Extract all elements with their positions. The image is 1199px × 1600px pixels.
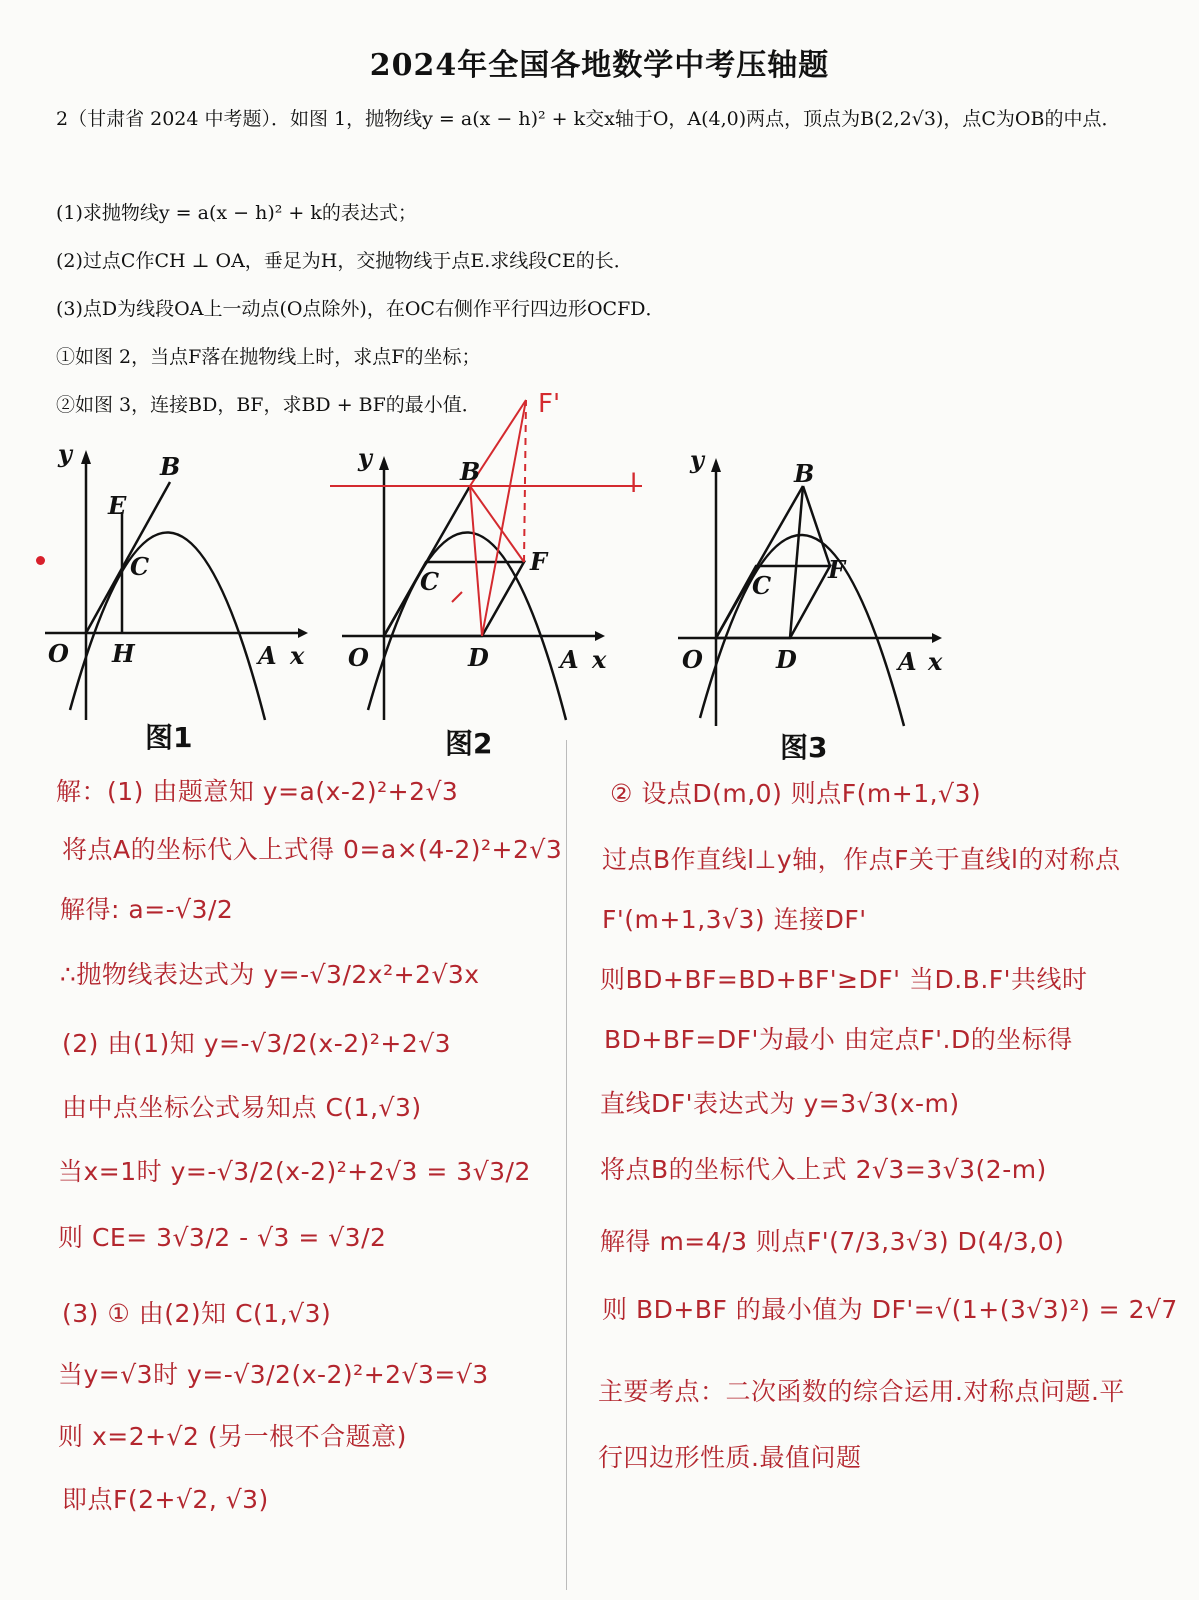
x-axis-arrow-icon (595, 631, 605, 641)
page-title: 2024年全国各地数学中考压轴题 (369, 48, 830, 83)
x-axis-arrow-icon (298, 628, 308, 638)
label-c: C (130, 552, 150, 581)
y-axis-arrow-icon (81, 450, 91, 464)
solution-right-line-9: 则 BD+BF 的最小值为 DF'=√(1+(3√3)²) = 2√7 (602, 1295, 1178, 1324)
solution-left-line-7: 当x=1时 y=-√3/2(x-2)²+2√3 = 3√3/2 (58, 1157, 531, 1186)
label-a: A (560, 645, 579, 674)
solution-left-line-5: (2) 由(1)知 y=-√3/2(x-2)²+2√3 (62, 1029, 452, 1058)
label-x: x (592, 645, 607, 674)
label-b: B (460, 457, 481, 486)
label-f: F (530, 547, 548, 576)
solution-left-line-12: 即点F(2+√2, √3) (62, 1485, 269, 1514)
solution-right-line-3: F'(m+1,3√3) 连接DF' (602, 905, 867, 934)
solution-right-line-11: 行四边形性质.最值问题 (598, 1443, 862, 1472)
label-o: O (48, 639, 69, 668)
figure-3 (670, 440, 960, 740)
question-3-2: ②如图 3，连接BD，BF，求BD + BF的最小值． (56, 394, 481, 416)
solution-right-line-2: 过点B作直线l⊥y轴，作点F关于直线l的对称点 (602, 845, 1121, 874)
segment-ob (86, 482, 170, 633)
segment-ff-prime (524, 400, 526, 562)
problem-intro: 2（甘肃省 2024 中考题）．如图 1，抛物线y = a(x − h)² + k交x轴于O，A(4,0)两点，顶点为B(2,2√3)，点C为OB的中点． (56, 108, 1121, 130)
solution-right-line-4: 则BD+BF=BD+BF'≥DF' 当D.B.F'共线时 (600, 965, 1088, 994)
parallelogram-ocfd (716, 566, 830, 638)
label-h: H (112, 639, 135, 668)
parabola (700, 535, 904, 726)
figure-1 (40, 440, 330, 730)
label-o: O (682, 645, 703, 674)
figure-2 (330, 380, 650, 730)
solution-left-line-3: 解得: a=-√3/2 (60, 895, 234, 924)
segment-bd (790, 486, 803, 638)
label-y: y (690, 445, 704, 474)
label-o: O (348, 643, 369, 672)
solution-left-line-8: 则 CE= 3√3/2 - √3 = √3/2 (58, 1223, 387, 1252)
question-1: (1)求抛物线y = a(x − h)² + k的表达式； (56, 202, 417, 224)
label-y: y (358, 443, 372, 472)
segment-bf (803, 486, 830, 566)
solution-right-line-10: 主要考点：二次函数的综合运用.对称点问题.平 (598, 1377, 1125, 1406)
figure-3-caption: 图3 (780, 731, 828, 764)
solution-left-line-10: 当y=√3时 y=-√3/2(x-2)²+2√3=√3 (58, 1360, 489, 1389)
label-b: B (794, 459, 815, 488)
y-axis-arrow-icon (711, 458, 721, 472)
solution-left-line-1: 解：(1) 由题意知 y=a(x-2)²+2√3 (56, 777, 459, 806)
y-axis-arrow-icon (379, 456, 389, 470)
solution-left-line-6: 由中点坐标公式易知点 C(1,√3) (62, 1093, 422, 1122)
solution-right-line-1: ② 设点D(m,0) 则点F(m+1,√3) (610, 779, 982, 808)
solution-left-line-2: 将点A的坐标代入上式得 0=a×(4-2)²+2√3 (62, 835, 563, 864)
figure-1-svg (40, 440, 330, 730)
solution-right-line-6: 直线DF'表达式为 y=3√3(x-m) (600, 1089, 960, 1118)
solution-right-line-8: 解得 m=4/3 则点F'(7/3,3√3) D(4/3,0) (600, 1227, 1065, 1256)
label-d: D (468, 643, 489, 672)
label-a: A (898, 647, 917, 676)
question-3: (3)点D为线段OA上一动点(O点除外)，在OC右侧作平行四边形OCFD． (56, 298, 665, 320)
figure-2-svg (330, 380, 650, 730)
label-x: x (928, 647, 943, 676)
label-c: C (420, 567, 440, 596)
label-a: A (258, 641, 277, 670)
label-f: F (828, 555, 846, 584)
label-d: D (776, 645, 797, 674)
label-y: y (58, 439, 72, 468)
x-axis-arrow-icon (932, 633, 942, 643)
label-x: x (290, 641, 305, 670)
label-l: l (630, 469, 638, 499)
label-e: E (108, 491, 127, 520)
question-3-1: ①如图 2，当点F落在抛物线上时，求点F的坐标； (56, 346, 481, 368)
label-f-prime: F' (538, 389, 561, 419)
solution-left-line-4: ∴抛物线表达式为 y=-√3/2x²+2√3x (60, 960, 480, 989)
segment-ob (716, 486, 803, 638)
figure-3-svg (670, 440, 960, 740)
solution-left-line-11: 则 x=2+√2 (另一根不合题意) (58, 1422, 407, 1451)
label-c: C (752, 571, 772, 600)
label-b: B (160, 452, 181, 481)
column-divider (566, 740, 567, 1590)
solution-right-line-5: BD+BF=DF'为最小 由定点F'.D的坐标得 (604, 1025, 1073, 1054)
figure-1-caption: 图1 (145, 721, 193, 754)
red-tick-mark (452, 592, 462, 602)
figure-2-caption: 图2 (445, 727, 493, 760)
solution-left-line-9: (3) ① 由(2)知 C(1,√3) (62, 1299, 332, 1328)
parabola (70, 532, 265, 720)
question-2: (2)过点C作CH ⊥ OA，垂足为H，交抛物线于点E.求线段CE的长． (56, 250, 633, 272)
solution-right-line-7: 将点B的坐标代入上式 2√3=3√3(2-m) (600, 1155, 1047, 1184)
